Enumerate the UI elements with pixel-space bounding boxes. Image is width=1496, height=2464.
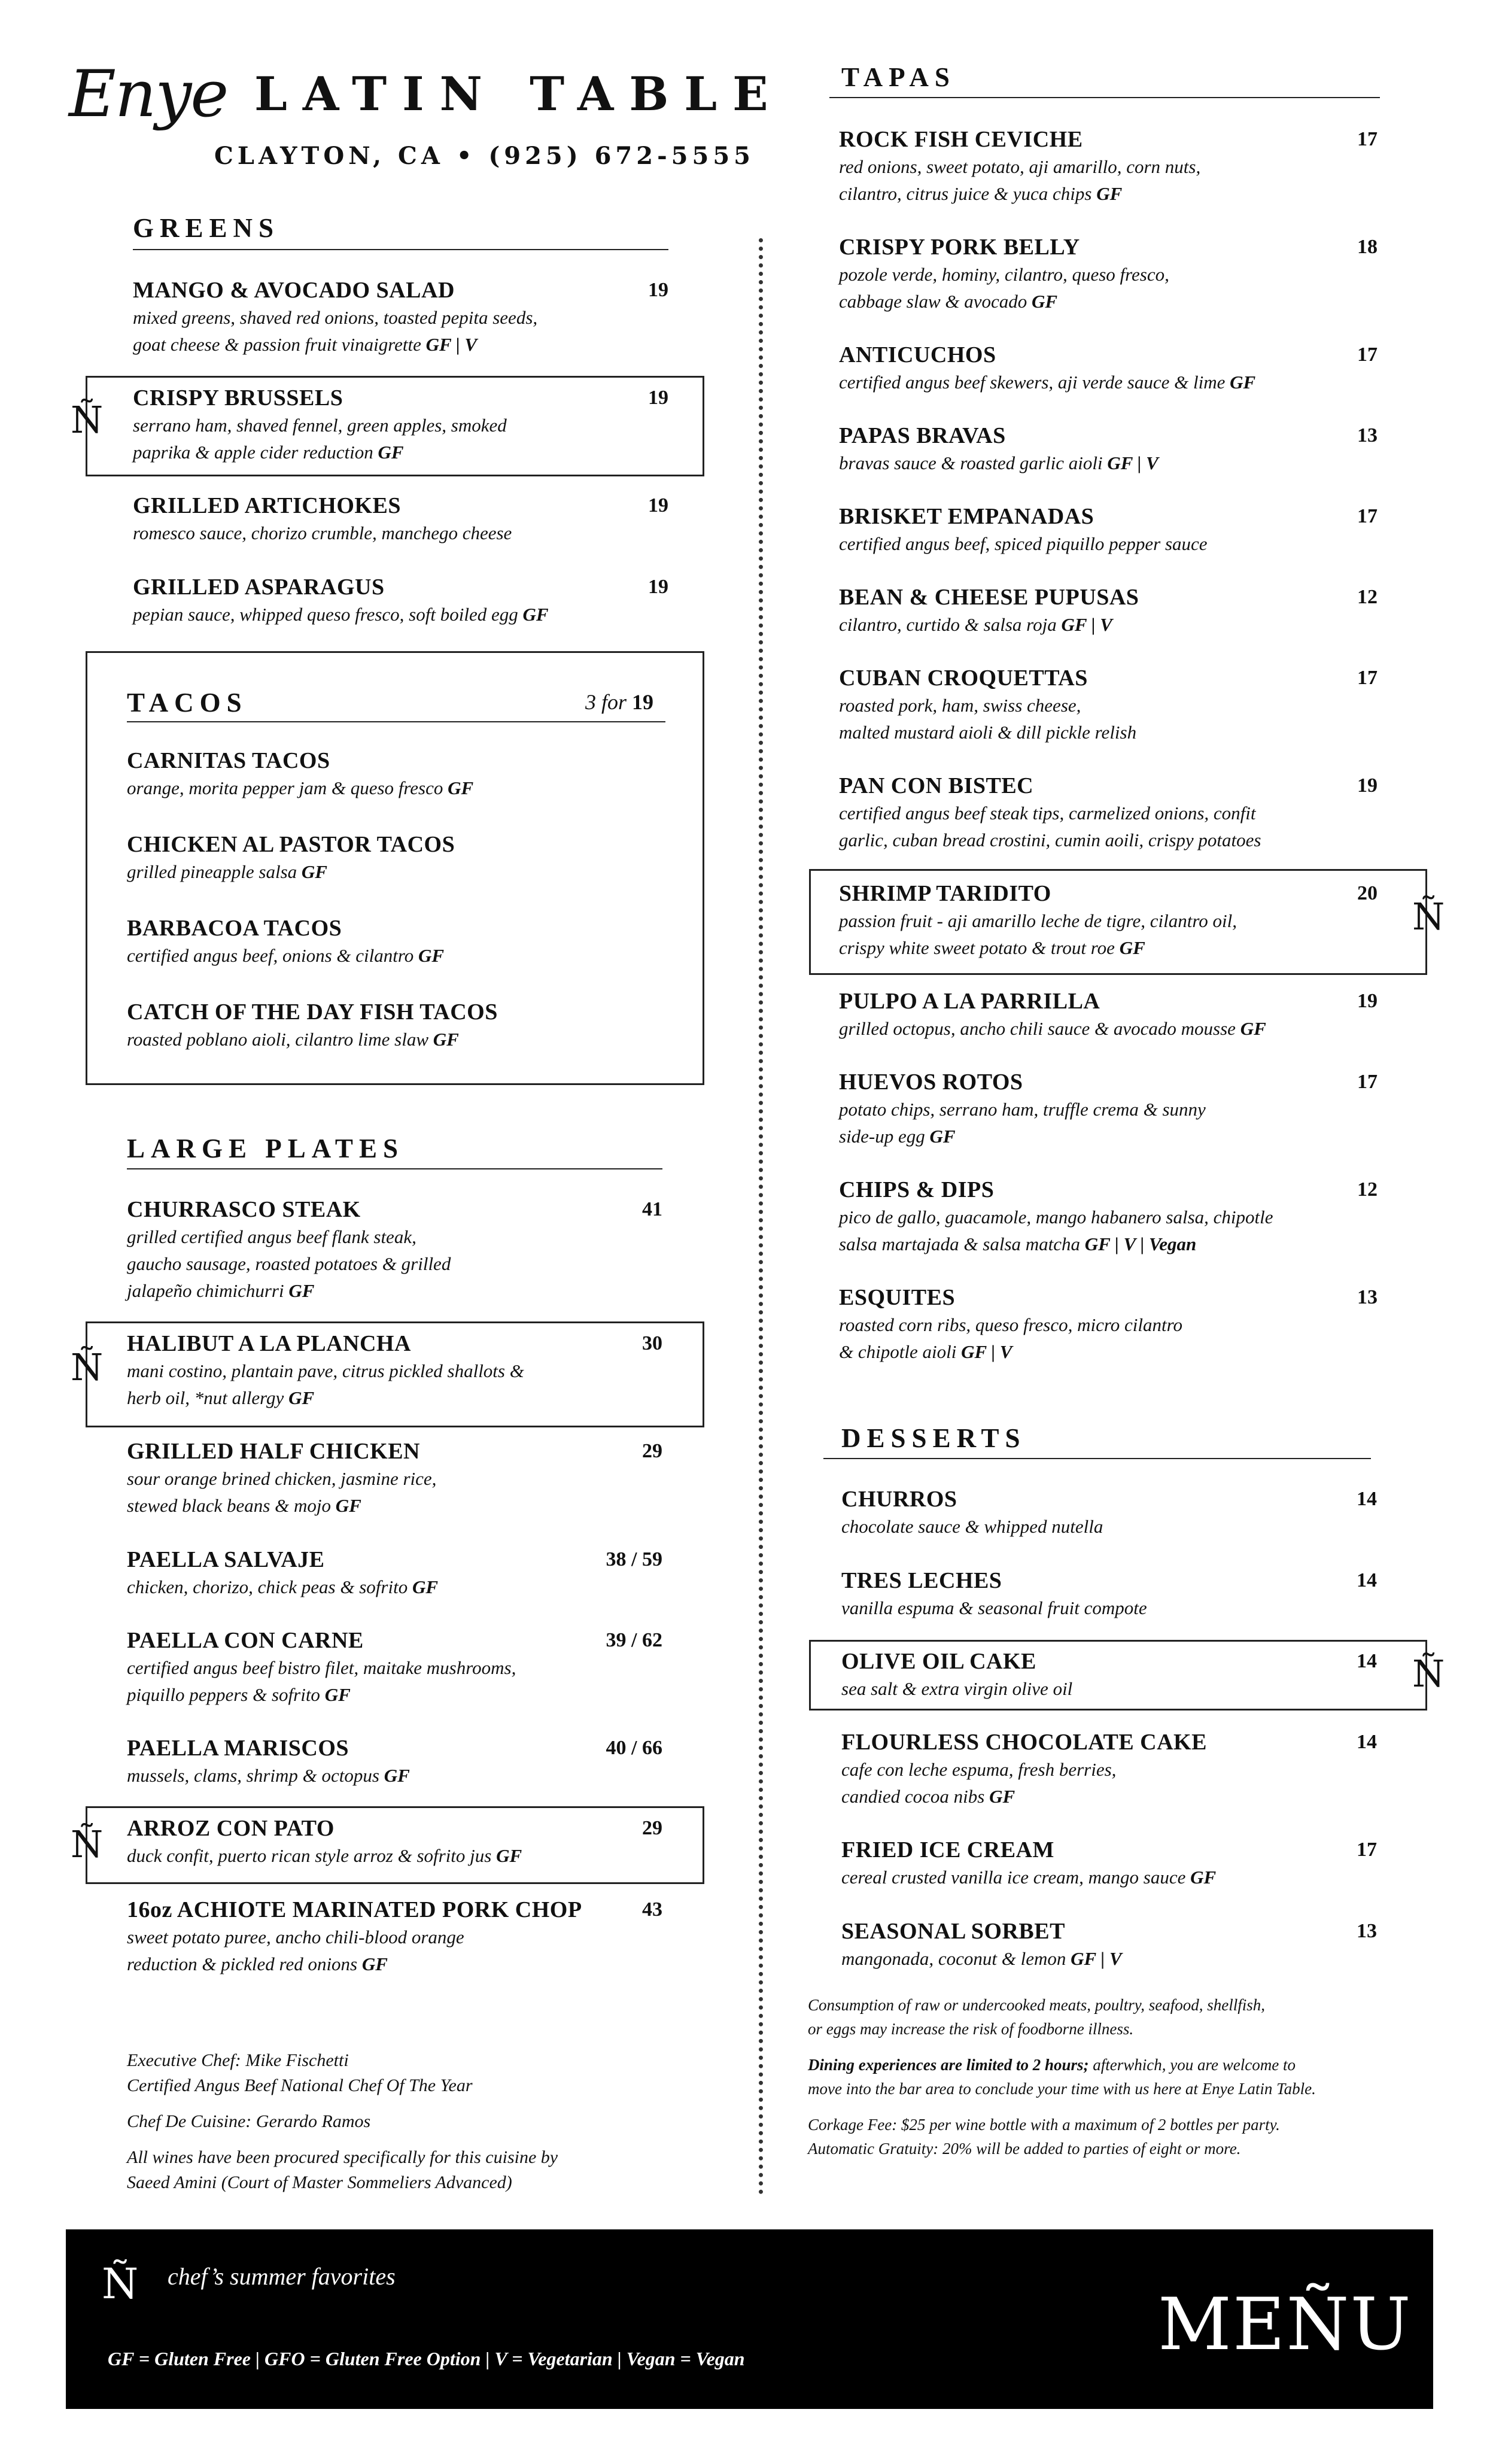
menu-item: FLOURLESS CHOCOLATE CAKE 14 cafe con leche espuma, fresh berries, candied cocoa nibs GF: [841, 1730, 1377, 1807]
greens-title: GREENS: [133, 213, 280, 243]
large-plates-title: LARGE PLATES: [127, 1134, 404, 1163]
menu-item: PULPO A LA PARRILLA 19 grilled octopus, ancho chili sauce & avocado mousse GF: [839, 989, 1378, 1039]
favorite-n-icon: Ñ: [71, 398, 104, 442]
menu-item: ARROZ CON PATO 29 duck confit, puerto rican style arroz & sofrito jus GF: [127, 1816, 662, 1866]
large-plates-rule: [127, 1168, 662, 1169]
menu-item: CRISPY BRUSSELS 19 serrano ham, shaved fennel, green apples, smoked paprika & apple cider reduction GF: [133, 385, 668, 463]
favorite-n-icon: Ñ: [71, 1345, 104, 1389]
desserts-rule: [823, 1458, 1371, 1459]
greens-rule: [133, 249, 668, 250]
diet-legend: GF = Gluten Free | GFO = Gluten Free Option | V = Vegetarian | Vegan = Vegan: [108, 2348, 745, 2369]
menu-item: CHICKEN AL PASTOR TACOS grilled pineapple salsa GF: [127, 832, 455, 882]
menu-item: TRES LECHES 14 vanilla espuma & seasonal fruit compote: [841, 1568, 1377, 1618]
tapas-rule: [829, 97, 1380, 98]
menu-item: CATCH OF THE DAY FISH TACOS roasted poblano aioli, cilantro lime slaw GF: [127, 999, 498, 1050]
footer-bar: [66, 2229, 1433, 2409]
desserts-title: DESSERTS: [841, 1423, 1026, 1453]
location-phone: CLAYTON, CA • (925) 672-5555: [214, 142, 755, 170]
logo-caps: LATIN TABLE: [254, 67, 784, 121]
tacos-price: 3 for 19: [585, 690, 654, 714]
menu-item: GRILLED HALF CHICKEN 29 sour orange brined chicken, jasmine rice, stewed black beans & mojo GF: [127, 1439, 662, 1516]
favorite-n-icon: Ñ: [71, 1822, 104, 1866]
favorite-n-icon: Ñ: [1412, 1652, 1445, 1696]
menu-item: FRIED ICE CREAM 17 cereal crusted vanilla ice cream, mango sauce GF: [841, 1837, 1377, 1888]
menu-item: SHRIMP TARIDITO 20 passion fruit - aji amarillo leche de tigre, cilantro oil, crispy white sweet potato & trout roe GF: [839, 881, 1378, 958]
menu-item: SEASONAL SORBET 13 mangonada, coconut & lemon GF | V: [841, 1919, 1377, 1969]
logo-script: Enye: [69, 57, 228, 132]
menu-item: PAPAS BRAVAS 13 bravas sauce & roasted garlic aioli GF | V: [839, 423, 1378, 473]
menu-item: CHURRASCO STEAK 41 grilled certified angus beef flank steak, gaucho sausage, roasted potatoes & grilled jalapeño chimichurri GF: [127, 1197, 662, 1301]
favorites-caption: chef’s summer favorites: [168, 2263, 396, 2290]
menu-item: BEAN & CHEESE PUPUSAS 12 cilantro, curtido & salsa roja GF | V: [839, 585, 1378, 635]
menu-item: ESQUITES 13 roasted corn ribs, queso fresco, micro cilantro & chipotle aioli GF | V: [839, 1285, 1378, 1362]
menu-item: HUEVOS ROTOS 17 potato chips, serrano ham, truffle crema & sunny side-up egg GF: [839, 1070, 1378, 1147]
favorite-n-icon: Ñ: [1412, 895, 1445, 938]
menu-wordmark: MEÑU: [1158, 2283, 1412, 2366]
menu-item: HALIBUT A LA PLANCHA 30 mani costino, plantain pave, citrus pickled shallots & herb oil, *nut allergy GF: [127, 1331, 662, 1408]
menu-item: CHURROS 14 chocolate sauce & whipped nutella: [841, 1487, 1377, 1537]
menu-item: PAELLA SALVAJE 38 / 59 chicken, chorizo, chick peas & sofrito GF: [127, 1547, 662, 1597]
menu-item: BRISKET EMPANADAS 17 certified angus beef, spiced piquillo pepper sauce: [839, 504, 1378, 554]
menu-item: BARBACOA TACOS certified angus beef, onions & cilantro GF: [127, 916, 445, 966]
tacos-title: TACOS: [127, 688, 248, 718]
menu-item: ROCK FISH CEVICHE 17 red onions, sweet potato, aji amarillo, corn nuts, cilantro, citrus juice & yuca chips GF: [839, 127, 1378, 204]
menu-item: GRILLED ARTICHOKES 19 romesco sauce, chorizo crumble, manchego cheese: [133, 493, 668, 543]
menu-item: GRILLED ASPARAGUS 19 pepian sauce, whipped queso fresco, soft boiled egg GF: [133, 575, 668, 625]
tapas-title: TAPAS: [841, 62, 956, 92]
menu-item: OLIVE OIL CAKE 14 sea salt & extra virgin olive oil: [841, 1649, 1377, 1699]
menu-item: CRISPY PORK BELLY 18 pozole verde, hominy, cilantro, queso fresco, cabbage slaw & avocado GF: [839, 235, 1378, 312]
column-divider: [759, 238, 763, 2195]
tacos-rule: [127, 721, 665, 722]
menu-item: CUBAN CROQUETTAS 17 roasted pork, ham, swiss cheese, malted mustard aioli & dill pickle relish: [839, 666, 1378, 743]
menu-item: 16oz ACHIOTE MARINATED PORK CHOP 43 sweet potato puree, ancho chili-blood orange reduction & pickled red onions GF: [127, 1897, 662, 1974]
favorite-n-icon: Ñ: [102, 2259, 139, 2308]
credits: Executive Chef: Mike Fischetti Certified Angus Beef National Chef Of The Year Chef De Cuisine: Gerardo Ramos All wines have been procured specifically for this cuisine by Saeed Amini (Court of Master Sommeliers Advanced): [127, 2050, 558, 2192]
house-notes: Consumption of raw or undercooked meats, poultry, seafood, shellfish, or eggs may increase the risk of foodborne illness. Dining experiences are limited to 2 hours; afterwhich, you are welcome to move into the bar area to conclude your time with us here at Enye Latin Table. Corkage Fee: $25 per wine bottle with a maximum of 2 bottles per party. Automatic Gratuity: 20% will be added to parties of eight or more.: [808, 1996, 1316, 2158]
menu-item: ANTICUCHOS 17 certified angus beef skewers, aji verde sauce & lime GF: [839, 342, 1378, 393]
menu-item: PAELLA CON CARNE 39 / 62 certified angus beef bistro filet, maitake mushrooms, piquillo peppers & sofrito GF: [127, 1628, 662, 1705]
menu-item: PAELLA MARISCOS 40 / 66 mussels, clams, shrimp & octopus GF: [127, 1736, 662, 1786]
menu-item: MANGO & AVOCADO SALAD 19 mixed greens, shaved red onions, toasted pepita seeds, goat cheese & passion fruit vinaigrette GF | V: [133, 278, 668, 355]
menu-item: PAN CON BISTEC 19 certified angus beef steak tips, carmelized onions, confit garlic, cuban bread crostini, cumin aoili, crispy potatoes: [839, 773, 1378, 850]
menu-item: CARNITAS TACOS orange, morita pepper jam & queso fresco GF: [127, 748, 474, 798]
menu-item: CHIPS & DIPS 12 pico de gallo, guacamole, mango habanero salsa, chipotle salsa martajada & salsa matcha GF | V | Vegan: [839, 1177, 1378, 1254]
